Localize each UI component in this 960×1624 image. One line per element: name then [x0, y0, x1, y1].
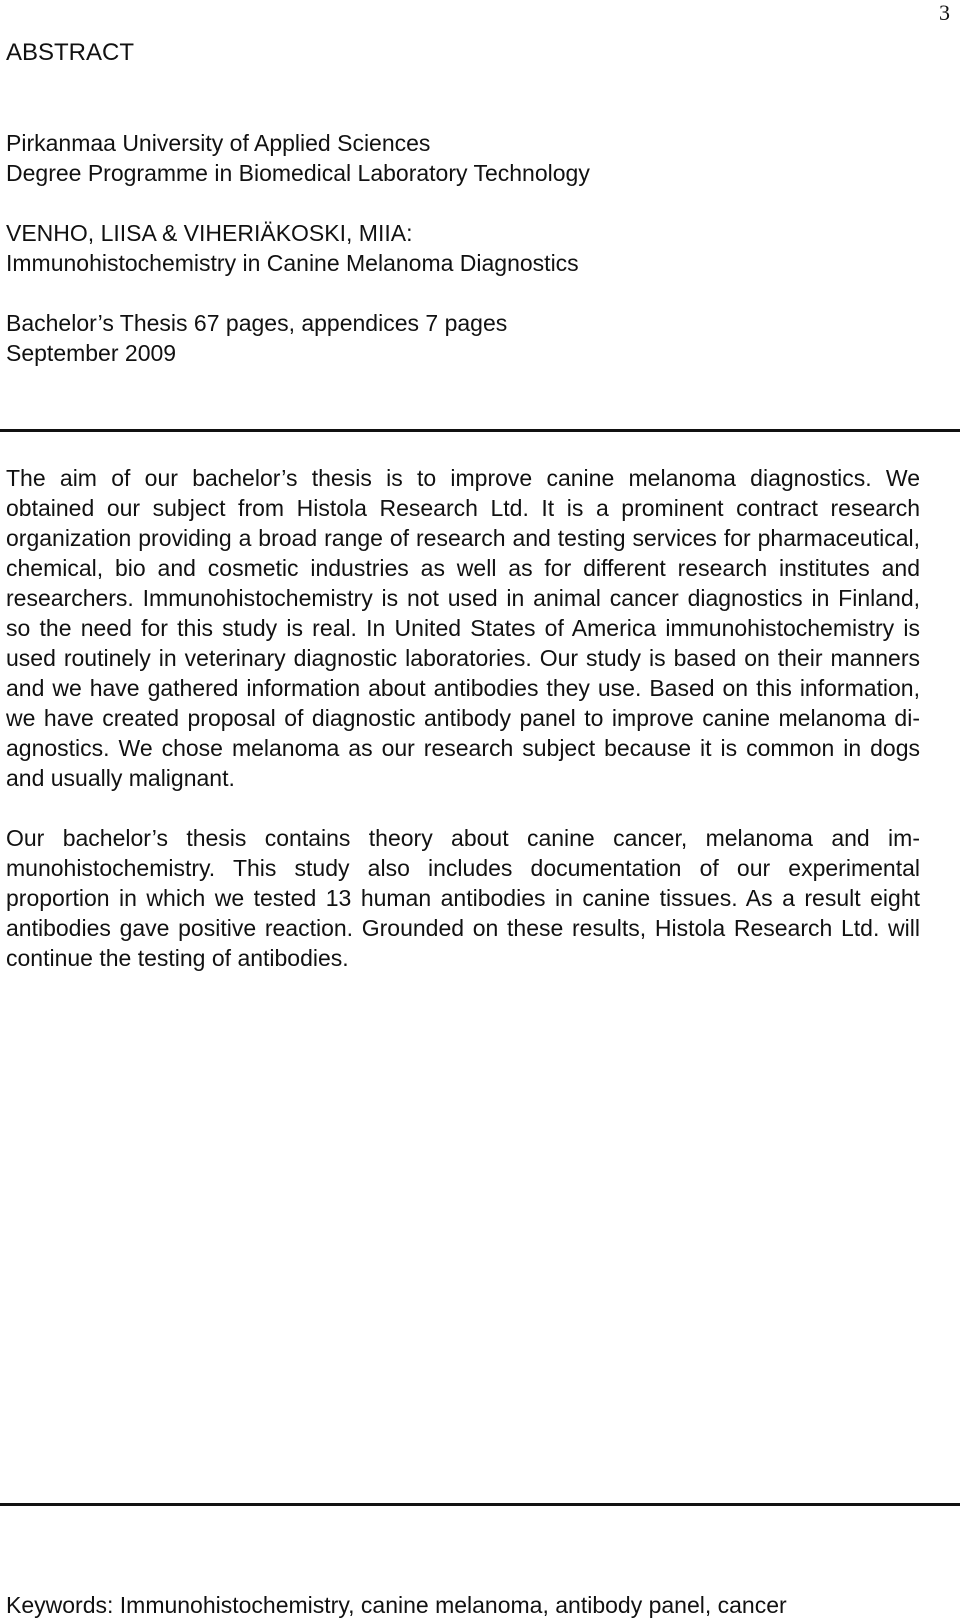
top-divider — [0, 429, 960, 432]
thesis-details-block — [6, 308, 926, 368]
bottom-divider — [0, 1503, 960, 1506]
thesis-authors: VENHO, LIISA & VIHERIÄKOSKI, MIIA: — [6, 220, 413, 246]
university-name: Pirkanmaa University of Applied Sciences — [6, 130, 431, 156]
thesis-date: September 2009 — [6, 340, 177, 366]
abstract-paragraph-1: The aim of our bachelor’s thesis is to improve canine melanoma diagnostics. We obtained our subject from Histola Research Ltd. It is a prominent contract research organization providing a broad range of research and testing services for pharmaceutical, chemical, bio and cosmetic industries as well as for different research institutes and researchers. Immunohistochemistry is not used in animal cancer diagnostics in Finland, so the need for this study is real. In United States of America immunohistochemistry is used routinely in veterinary diagnostic laboratories. Our study is based on their manners and we have gathered information about antibodies they use. Based on this information, we have created proposal of diagnostic antibody panel to improve canine melanoma diagnostics. We chose melanoma as our research subject because it is common in dogs and usually malignant. — [6, 465, 920, 791]
thesis-title: Immunohistochemistry in Canine Melanoma Diagnostics — [6, 250, 579, 276]
keywords-line: Keywords: Immunohistochemistry, canine melanoma, antibody panel, cancer — [6, 1592, 787, 1618]
abstract-body — [6, 463, 920, 1003]
abstract-paragraph-2: Our bachelor’s thesis contains theory about canine cancer, melanoma and immunohistochemistry. This study also includes documentation of our experimental proportion in which we tested 13 human antibodies in canine tissues. As a result eight antibodies gave positive reaction. Grounded on these results, Histola Research Ltd. will continue the testing of antibodies. — [6, 825, 920, 971]
institution-block — [6, 128, 926, 188]
thesis-type-pages: Bachelor’s Thesis 67 pages, appendices 7 pages — [6, 310, 508, 336]
page-number: 3 — [939, 0, 950, 25]
thesis-info-block — [6, 218, 926, 278]
abstract-heading: ABSTRACT — [6, 39, 135, 66]
degree-programme: Degree Programme in Biomedical Laboratory Technology — [6, 160, 590, 186]
